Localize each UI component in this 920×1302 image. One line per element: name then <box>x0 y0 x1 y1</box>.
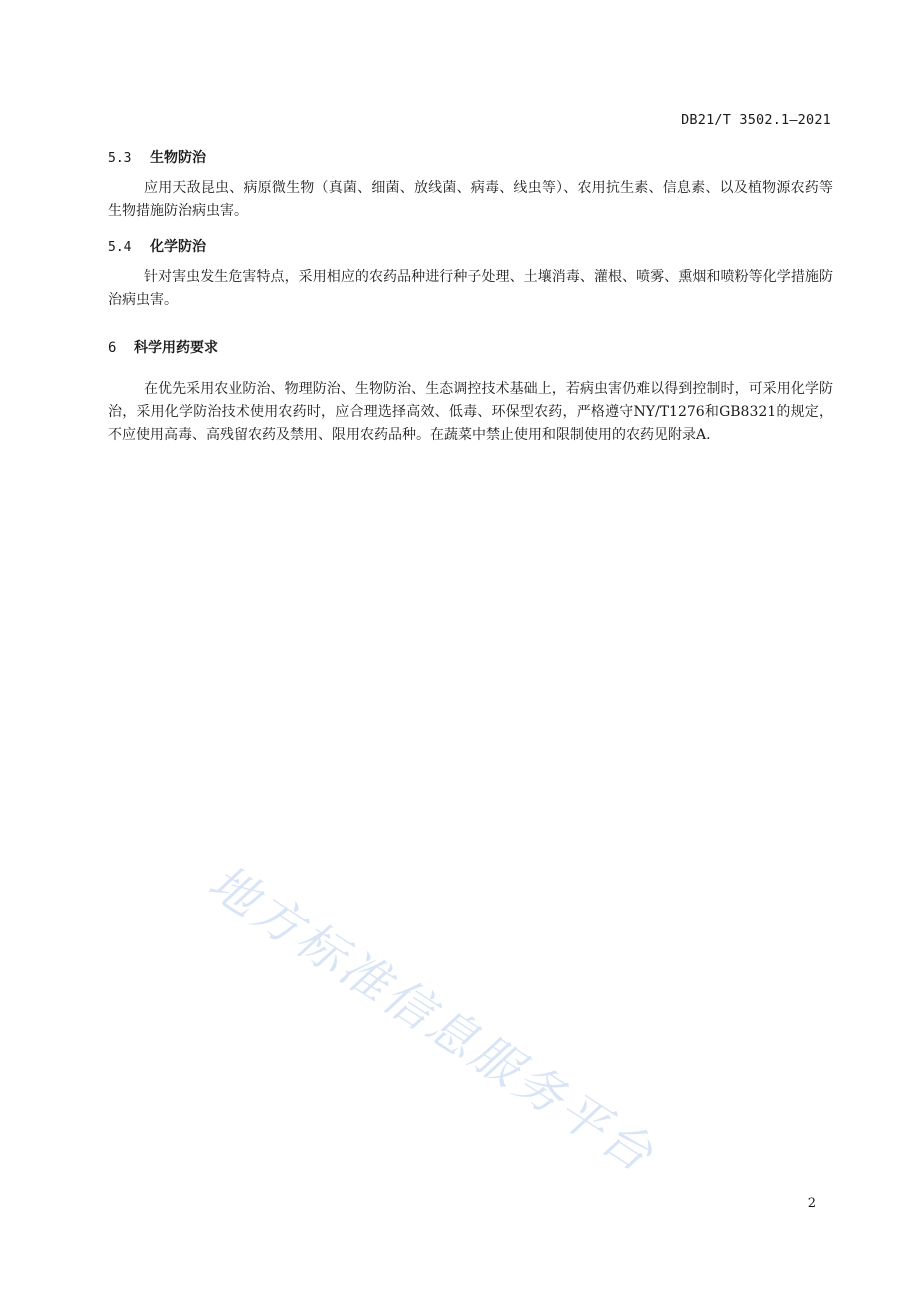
heading-number: 5.4 <box>108 240 132 255</box>
document-body <box>108 148 833 447</box>
heading-title: 生物防治 <box>150 150 206 166</box>
heading-title: 科学用药要求 <box>134 340 218 356</box>
page-number: 2 <box>807 1196 816 1211</box>
paragraph-5-3: 应用天敌昆虫、病原微生物（真菌、细菌、放线菌、病毒、线虫等）、农用抗生素、信息素、以及植物源农药等生物措施防治病虫害。 <box>108 180 833 219</box>
document-code: DB21/T 3502.1—2021 <box>681 112 831 128</box>
watermark: 地方标准信息服务平台 <box>198 854 666 1185</box>
paragraph-5-4: 针对害虫发生危害特点，采用相应的农药品种进行种子处理、土壤消毒、灌根、喷雾、熏烟和喷粉等化学措施防治病虫害。 <box>108 269 833 308</box>
heading-number: 6 <box>108 340 117 356</box>
heading-title: 化学防治 <box>150 239 206 255</box>
heading-6 <box>108 338 833 358</box>
heading-5-3 <box>108 148 833 168</box>
heading-number: 5.3 <box>108 151 132 166</box>
paragraph-6: 在优先采用农业防治、物理防治、生物防治、生态调控技术基础上，若病虫害仍难以得到控制时，可采用化学防治，采用化学防治技术使用农药时，应合理选择高效、低毒、环保型农药，严格遵守NY/T1276和GB8321的规定，不应使用高毒、高残留农药及禁用、限用农药品种。在蔬菜中禁止使用和限制使用的农药见附录A. <box>108 381 833 443</box>
heading-5-4 <box>108 237 833 257</box>
